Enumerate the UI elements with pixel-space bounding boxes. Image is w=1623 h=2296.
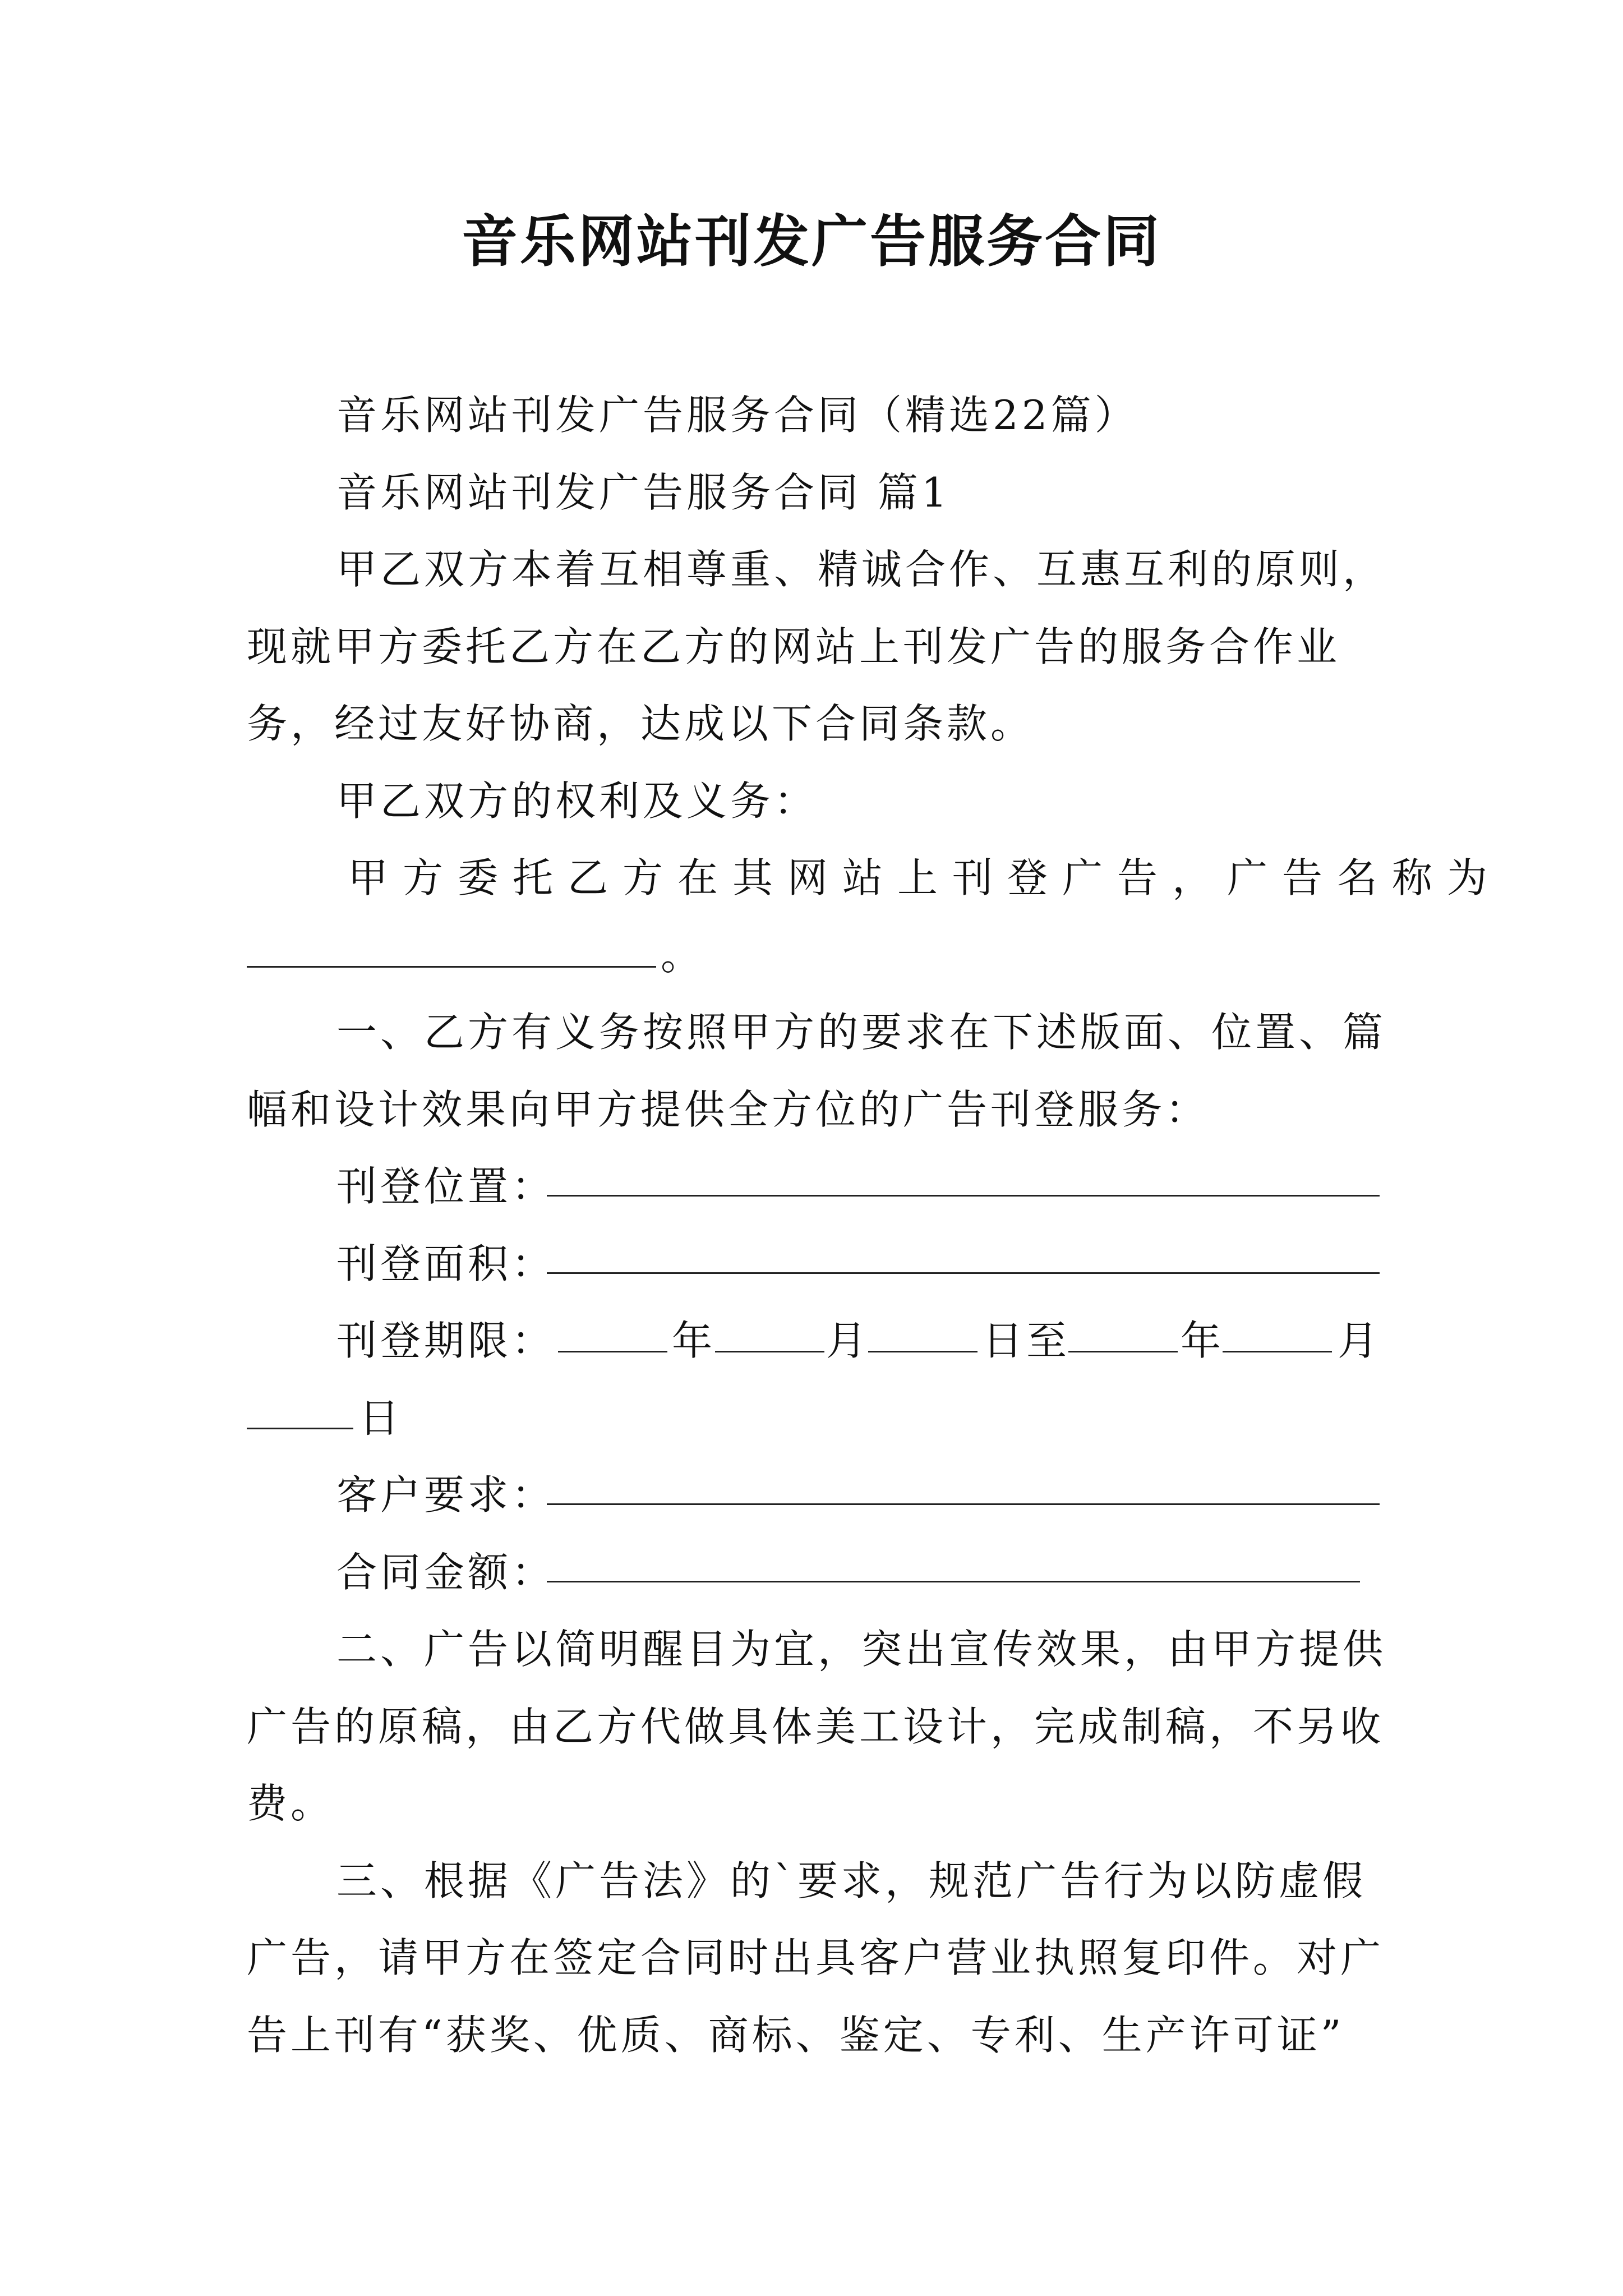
paragraph-line: 一、乙方有义务按照甲方的要求在下述版面、位置、篇 (336, 1009, 1387, 1056)
document-title: 音乐网站刊发广告服务合同 (462, 208, 1161, 274)
paragraph-line: 甲方委托乙方在其网站上刊登广告，广告名称为 (348, 854, 1502, 901)
paragraph-line: 务，经过友好协商，达成以下合同条款。 (247, 700, 1035, 747)
requirement-blank (547, 1503, 1380, 1505)
paragraph-line: 告上刊有“获奖、优质、商标、鉴定、专利、生产许可证” (247, 2012, 1345, 2059)
month-label: 月 (826, 1317, 870, 1364)
paragraph-line: 现就甲方委托乙方在乙方的网站上刊发广告的服务合作业 (247, 623, 1341, 670)
amount-blank (547, 1581, 1360, 1582)
end-month-blank (1223, 1351, 1332, 1352)
year-label: 年 (1181, 1317, 1225, 1364)
year-label: 年 (672, 1317, 716, 1364)
paragraph-line: 甲乙双方本着互相尊重、精诚合作、互惠互利的原则， (336, 546, 1387, 593)
ad-name-blank (247, 966, 656, 968)
end-day-blank (247, 1428, 353, 1429)
month-label: 月 (1338, 1317, 1382, 1364)
area-blank (547, 1272, 1380, 1274)
paragraph-line: 广告，请甲方在签定合同时出具客户营业执照复印件。对广 (247, 1934, 1385, 1981)
start-year-blank (558, 1351, 667, 1352)
paragraph-line: 幅和设计效果向甲方提供全方位的广告刊登服务： (247, 1086, 1210, 1133)
paragraph-line: 甲乙双方的权利及义务： (336, 777, 818, 825)
start-month-blank (715, 1351, 824, 1352)
paragraph-line: 三、根据《广告法》的`要求，规范广告行为以防虚假 (336, 1857, 1367, 1904)
subtitle-line: 音乐网站刊发广告服务合同（精选22篇） (336, 392, 1138, 439)
paragraph-line: 二、广告以简明醒目为宜，突出宣传效果，由甲方提供 (336, 1626, 1387, 1673)
paragraph-line: 费。 (247, 1780, 335, 1827)
field-label-period: 刊登期限： (336, 1317, 556, 1364)
field-label-requirement: 客户要求： (336, 1471, 556, 1519)
field-label-position: 刊登位置： (336, 1163, 556, 1210)
field-label-area: 刊登面积： (336, 1240, 556, 1287)
day-label: 日 (359, 1395, 403, 1442)
field-label-amount: 合同金额： (336, 1549, 556, 1596)
paragraph-line: 广告的原稿，由乙方代做具体美工设计，完成制稿，不另收 (247, 1703, 1385, 1750)
period-mark: 。 (661, 932, 705, 979)
day-to-label: 日至 (983, 1317, 1071, 1364)
position-blank (547, 1195, 1380, 1197)
section-heading: 音乐网站刊发广告服务合同 篇1 (336, 469, 951, 516)
end-year-blank (1068, 1351, 1178, 1352)
start-day-blank (868, 1351, 978, 1352)
